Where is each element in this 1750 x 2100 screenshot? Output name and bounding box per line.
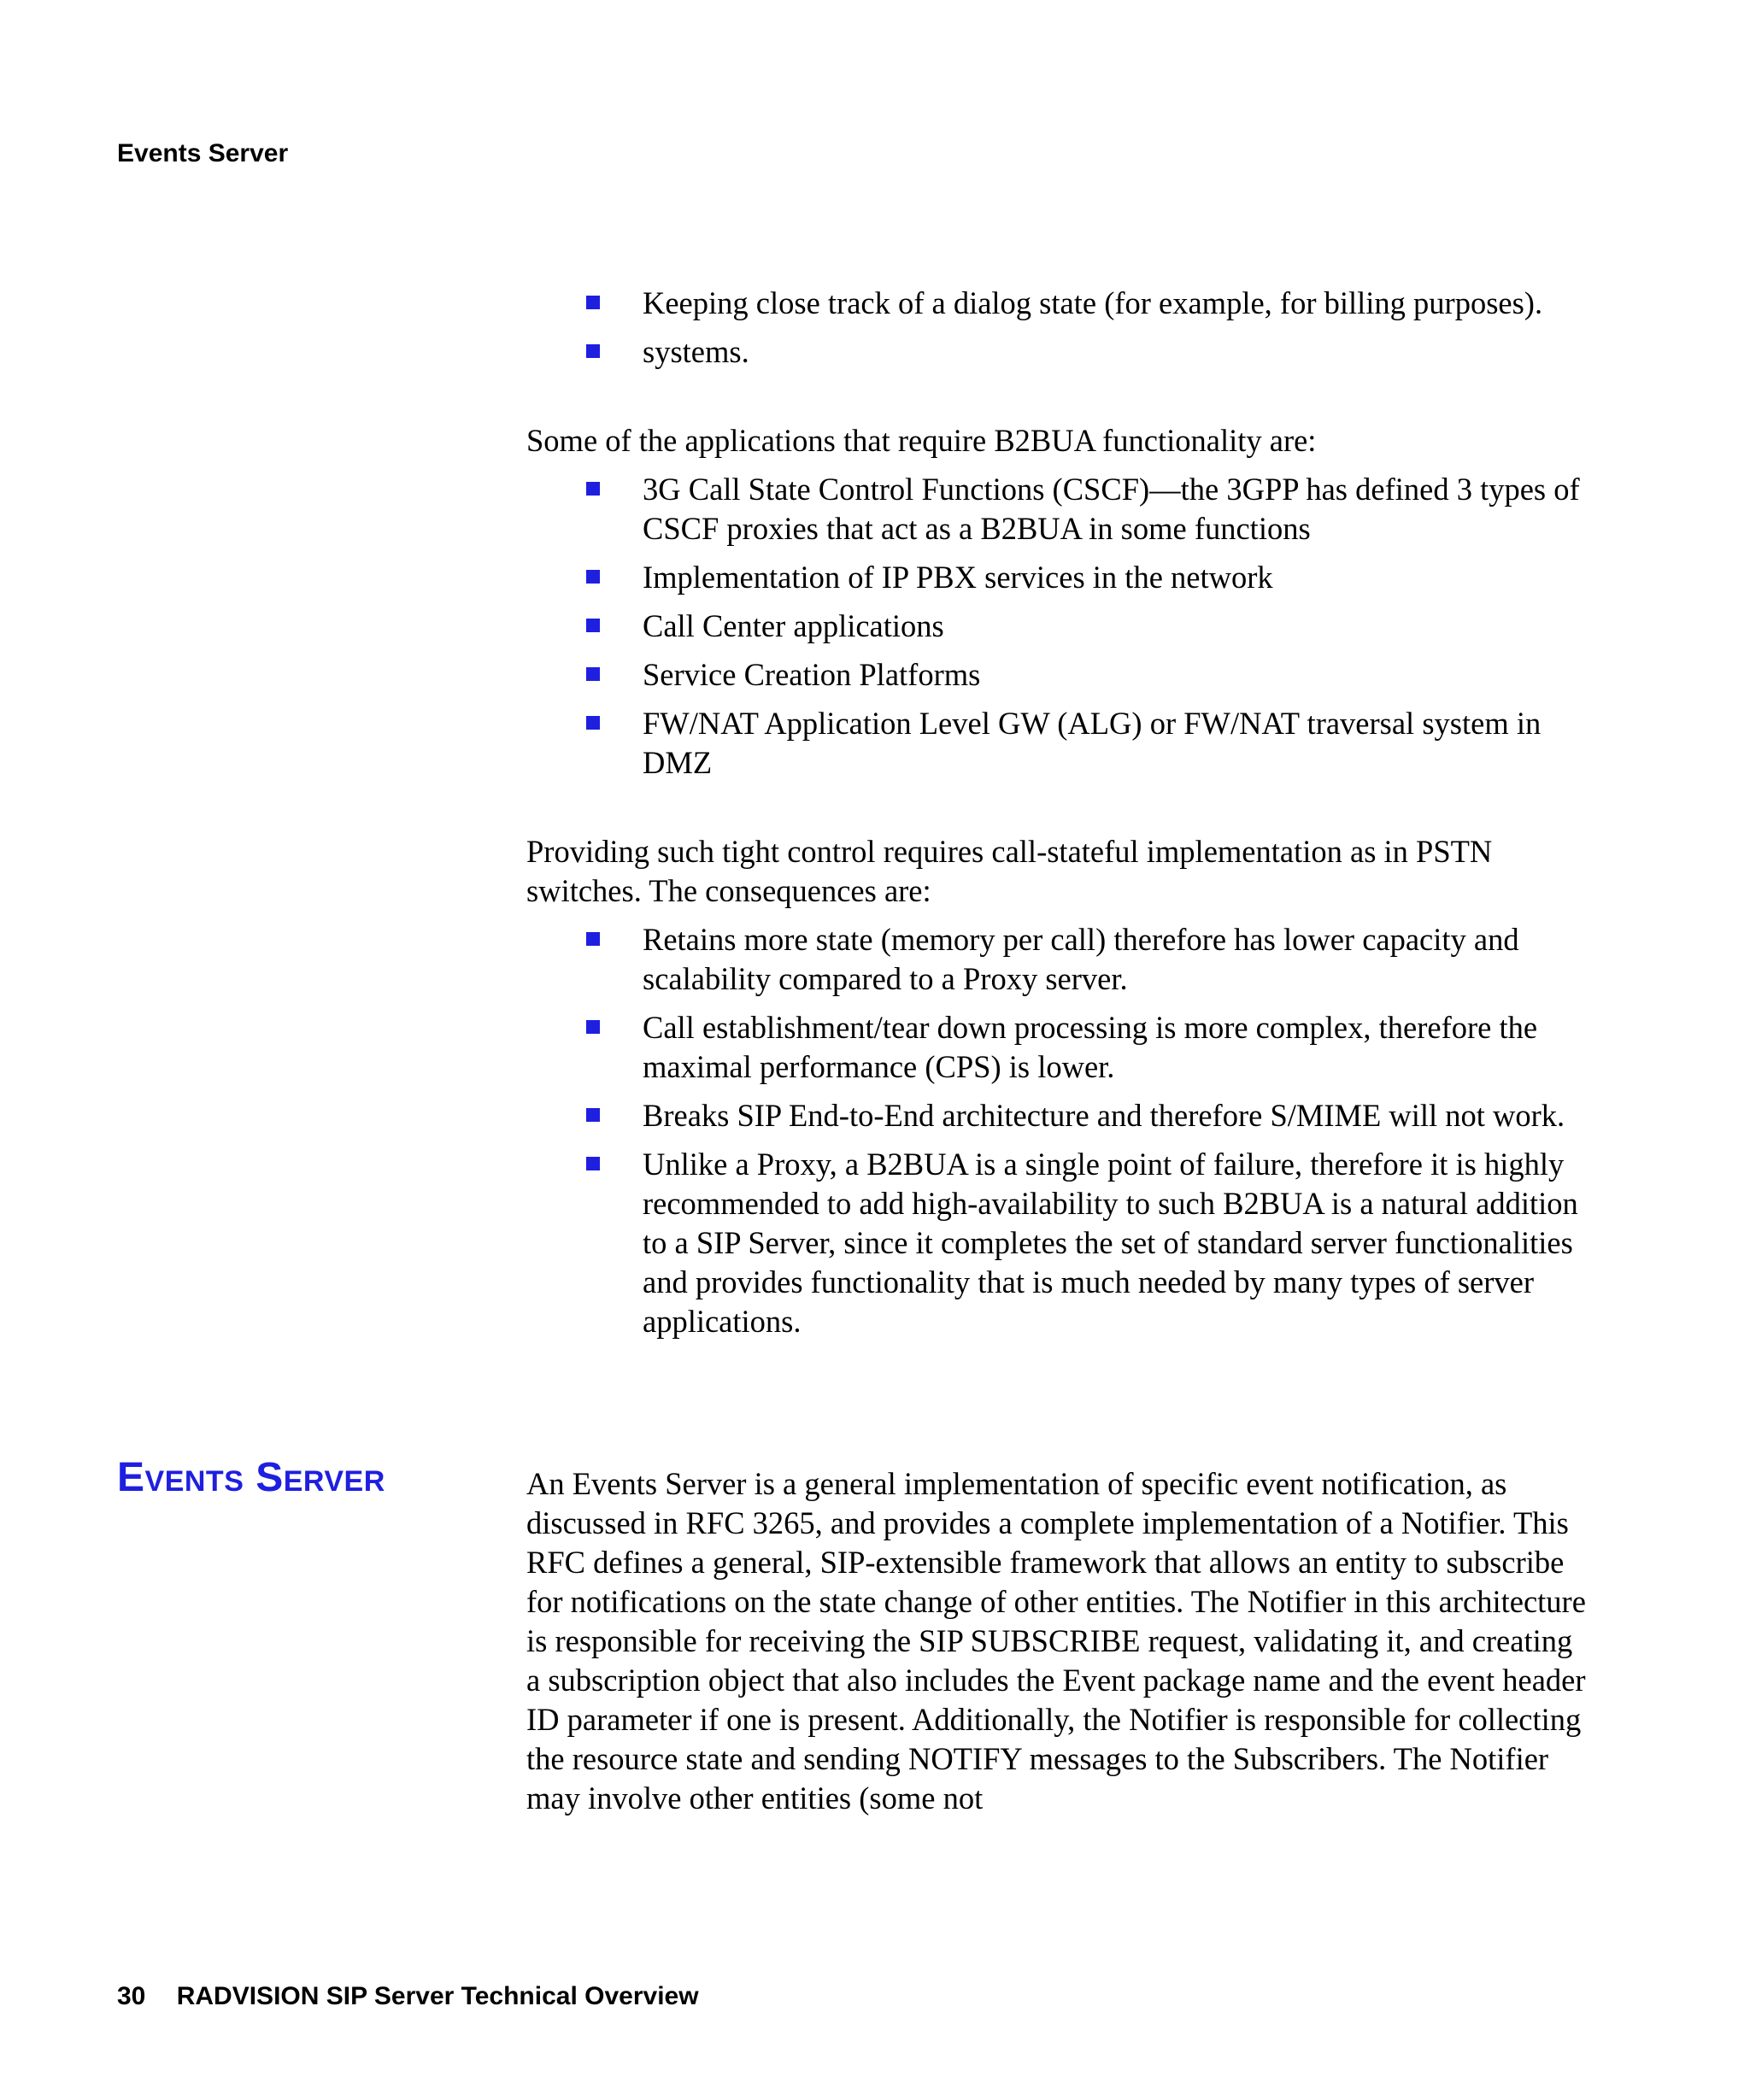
list-item (526, 470, 1583, 548)
applications-list (526, 470, 1586, 783)
list-item (526, 284, 1583, 323)
bullet-text: 3G Call State Control Functions (CSCF)—the 3GPP has defined 3 types of CSCF proxies that act as a B2BUA in some functions (643, 472, 1580, 546)
document-title: RADVISION SIP Server Technical Overview (176, 1982, 699, 2010)
list-item (526, 920, 1583, 999)
list-item (526, 1008, 1583, 1087)
applications-block (526, 421, 1586, 792)
square-bullet-icon (586, 667, 600, 681)
events-server-section (526, 1464, 1586, 1827)
bullet-text: Implementation of IP PBX services in the network (643, 560, 1273, 595)
applications-intro: Some of the applications that require B2BUA functionality are: (526, 423, 1317, 458)
list-item (526, 332, 1583, 372)
list-item (526, 704, 1583, 783)
bullet-text: systems. (643, 334, 749, 369)
square-bullet-icon (586, 1108, 600, 1122)
square-bullet-icon (586, 570, 600, 584)
list-item (526, 607, 1583, 646)
bullet-text: Call establishment/tear down processing is more complex, therefore the maximal performance (CPS) is lower. (643, 1010, 1538, 1084)
bullet-text: Keeping close track of a dialog state (for example, for billing purposes). (643, 285, 1543, 320)
square-bullet-icon (586, 296, 600, 309)
square-bullet-icon (586, 1157, 600, 1170)
list-item (526, 1145, 1583, 1341)
square-bullet-icon (586, 344, 600, 358)
top-bullet-list (526, 284, 1586, 372)
square-bullet-icon (586, 1020, 600, 1034)
events-server-paragraph: An Events Server is a general implementation of specific event notification, as discussed in RFC 3265, and provides a complete implementation of a Notifier. This RFC defines a general, SIP-extensible framework that allows an entity to subscribe for notifications on the state change of other entities. The Notifier in this architecture is responsible for receiving the SIP SUBSCRIBE request, validating it, and creating a subscription object that also includes the Event package name and the event header ID parameter if one is present. Additionally, the Notifier is responsible for collecting the resource state and sending NOTIFY messages to the Subscribers. The Notifier may involve other entities (some not (526, 1466, 1586, 1816)
list-item (526, 558, 1583, 597)
consequences-list (526, 920, 1586, 1341)
bullet-text: Retains more state (memory per call) therefore has lower capacity and scalability compared to a Proxy server. (643, 922, 1519, 996)
consequences-block (526, 832, 1586, 1351)
square-bullet-icon (586, 716, 600, 730)
bullet-text: Breaks SIP End-to-End architecture and therefore S/MIME will not work. (643, 1098, 1565, 1133)
bullet-text: Unlike a Proxy, a B2BUA is a single point of failure, therefore it is highly recommended to add high-availability to such B2BUA is a natural addition to a SIP Server, since it completes the set of standard server functionalities and provides functionality that is much needed by many types of server applications. (643, 1147, 1578, 1339)
page-footer (117, 1982, 699, 2011)
consequences-intro: Providing such tight control requires call-stateful implementation as in PSTN switches. The consequences are: (526, 834, 1493, 908)
bullet-text: FW/NAT Application Level GW (ALG) or FW/NAT traversal system in DMZ (643, 706, 1542, 780)
running-header: Events Server (117, 139, 289, 167)
square-bullet-icon (586, 482, 600, 496)
list-item (526, 1096, 1583, 1135)
top-bullet-block (526, 284, 1586, 381)
list-item (526, 655, 1583, 695)
bullet-text: Call Center applications (643, 608, 944, 643)
page-number: 30 (117, 1982, 146, 2010)
square-bullet-icon (586, 932, 600, 946)
bullet-text: Service Creation Platforms (643, 657, 981, 692)
square-bullet-icon (586, 619, 600, 632)
section-heading-events-server: Events Server (117, 1455, 385, 1500)
